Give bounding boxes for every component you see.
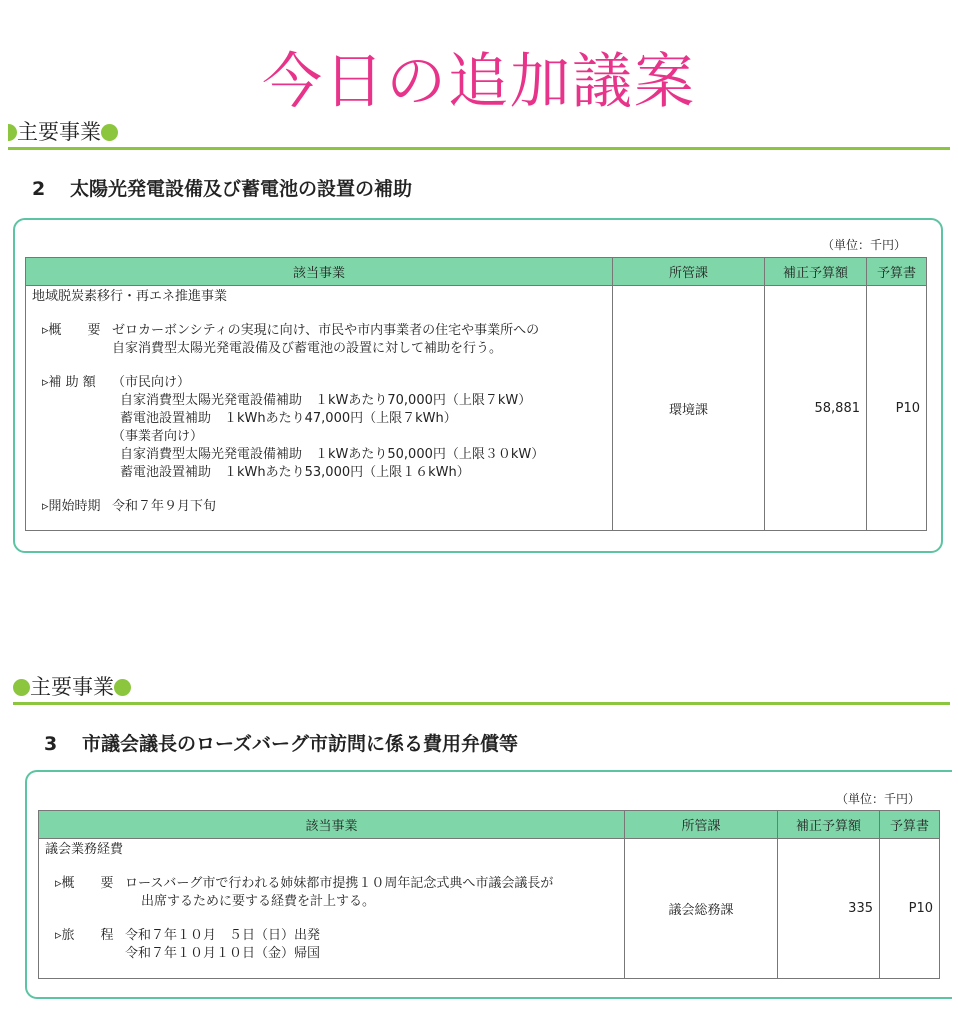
- col-header-amount: 補正予算額: [765, 258, 867, 286]
- green-dot-icon: [8, 124, 17, 141]
- col-header-department: 所管課: [625, 811, 778, 839]
- section-heading-label: 主要事業: [30, 675, 114, 699]
- item-title-3: 3 市議会議長のローズバーグ市訪問に係る費用弁償等: [44, 733, 519, 755]
- pageref-cell: P10: [867, 286, 927, 531]
- unit-label: （単位：千円）: [822, 238, 907, 252]
- section-heading-1: [8, 118, 950, 148]
- project-description: 議会業務経費 ▹概 要 ロースバーグ市で行われる姉妹都市提携１０周年記念式典へ市議会議長が 出席するために要する経費を計上する。 ▹旅 程 令和７年１０月 ５日（日）出発 令和７年１０月１０日（金）帰国: [39, 839, 625, 979]
- page-title: 今日の追加議案: [262, 47, 696, 117]
- col-header-pageref: 予算書: [867, 258, 927, 286]
- green-dot-icon: [114, 679, 131, 696]
- green-dot-icon: [13, 679, 30, 696]
- section-heading-2: [13, 673, 950, 703]
- overview-label: ▹概 要: [55, 876, 114, 891]
- subsidy-label: ▹補 助 額: [42, 375, 96, 390]
- start-value: 令和７年９月下旬: [112, 499, 217, 514]
- col-header-project: 該当事業: [26, 258, 613, 286]
- budget-table-2: [38, 810, 940, 979]
- itinerary-label: ▹旅 程: [55, 928, 114, 943]
- section-divider: [8, 147, 950, 150]
- start-label: ▹開始時期: [42, 499, 101, 514]
- col-header-pageref: 予算書: [880, 811, 940, 839]
- overview-label: ▹概 要: [42, 323, 101, 338]
- amount-cell: 58,881: [765, 286, 867, 531]
- budget-table-1: [25, 257, 927, 531]
- green-dot-icon: [101, 124, 118, 141]
- col-header-department: 所管課: [613, 258, 765, 286]
- pageref-cell: P10: [880, 839, 940, 979]
- section-divider: [13, 702, 950, 705]
- item-title-2: 2 太陽光発電設備及び蓄電池の設置の補助: [32, 178, 413, 200]
- table-header-row: [39, 811, 940, 839]
- department-cell: 議会総務課: [625, 839, 778, 979]
- project-description: 地域脱炭素移行・再エネ推進事業 ▹概 要 ゼロカーボンシティの実現に向け、市民や市内事業者の住宅や事業所への 自家消費型太陽光発電設備及び蓄電池の設置に対して補助を行う。 ▹補 助 額 （市民向け） 自家消費型太陽光発電設備補助 １kWあたり70,000円（上限７kW） 蓄電池設置補助 １kWhあたり47,000円（上限７kWh） （事業者向け） 自家消費型太陽光発電設備補助 １kWあたり50,000円（上限３０kW） 蓄電池設置補助 １kWhあたり53,000円（上限１６kWh） ▹開始時期 令和７年９月下旬: [26, 286, 613, 531]
- section-heading-label: 主要事業: [17, 120, 101, 144]
- col-header-amount: 補正予算額: [778, 811, 880, 839]
- table-header-row: [26, 258, 927, 286]
- table-row: [26, 286, 927, 531]
- col-header-project: 該当事業: [39, 811, 625, 839]
- project-name: 議会業務経費: [45, 842, 124, 857]
- unit-label: （単位：千円）: [836, 792, 921, 806]
- amount-cell: 335: [778, 839, 880, 979]
- table-row: [39, 839, 940, 979]
- project-name: 地域脱炭素移行・再エネ推進事業: [32, 289, 228, 304]
- department-cell: 環境課: [613, 286, 765, 531]
